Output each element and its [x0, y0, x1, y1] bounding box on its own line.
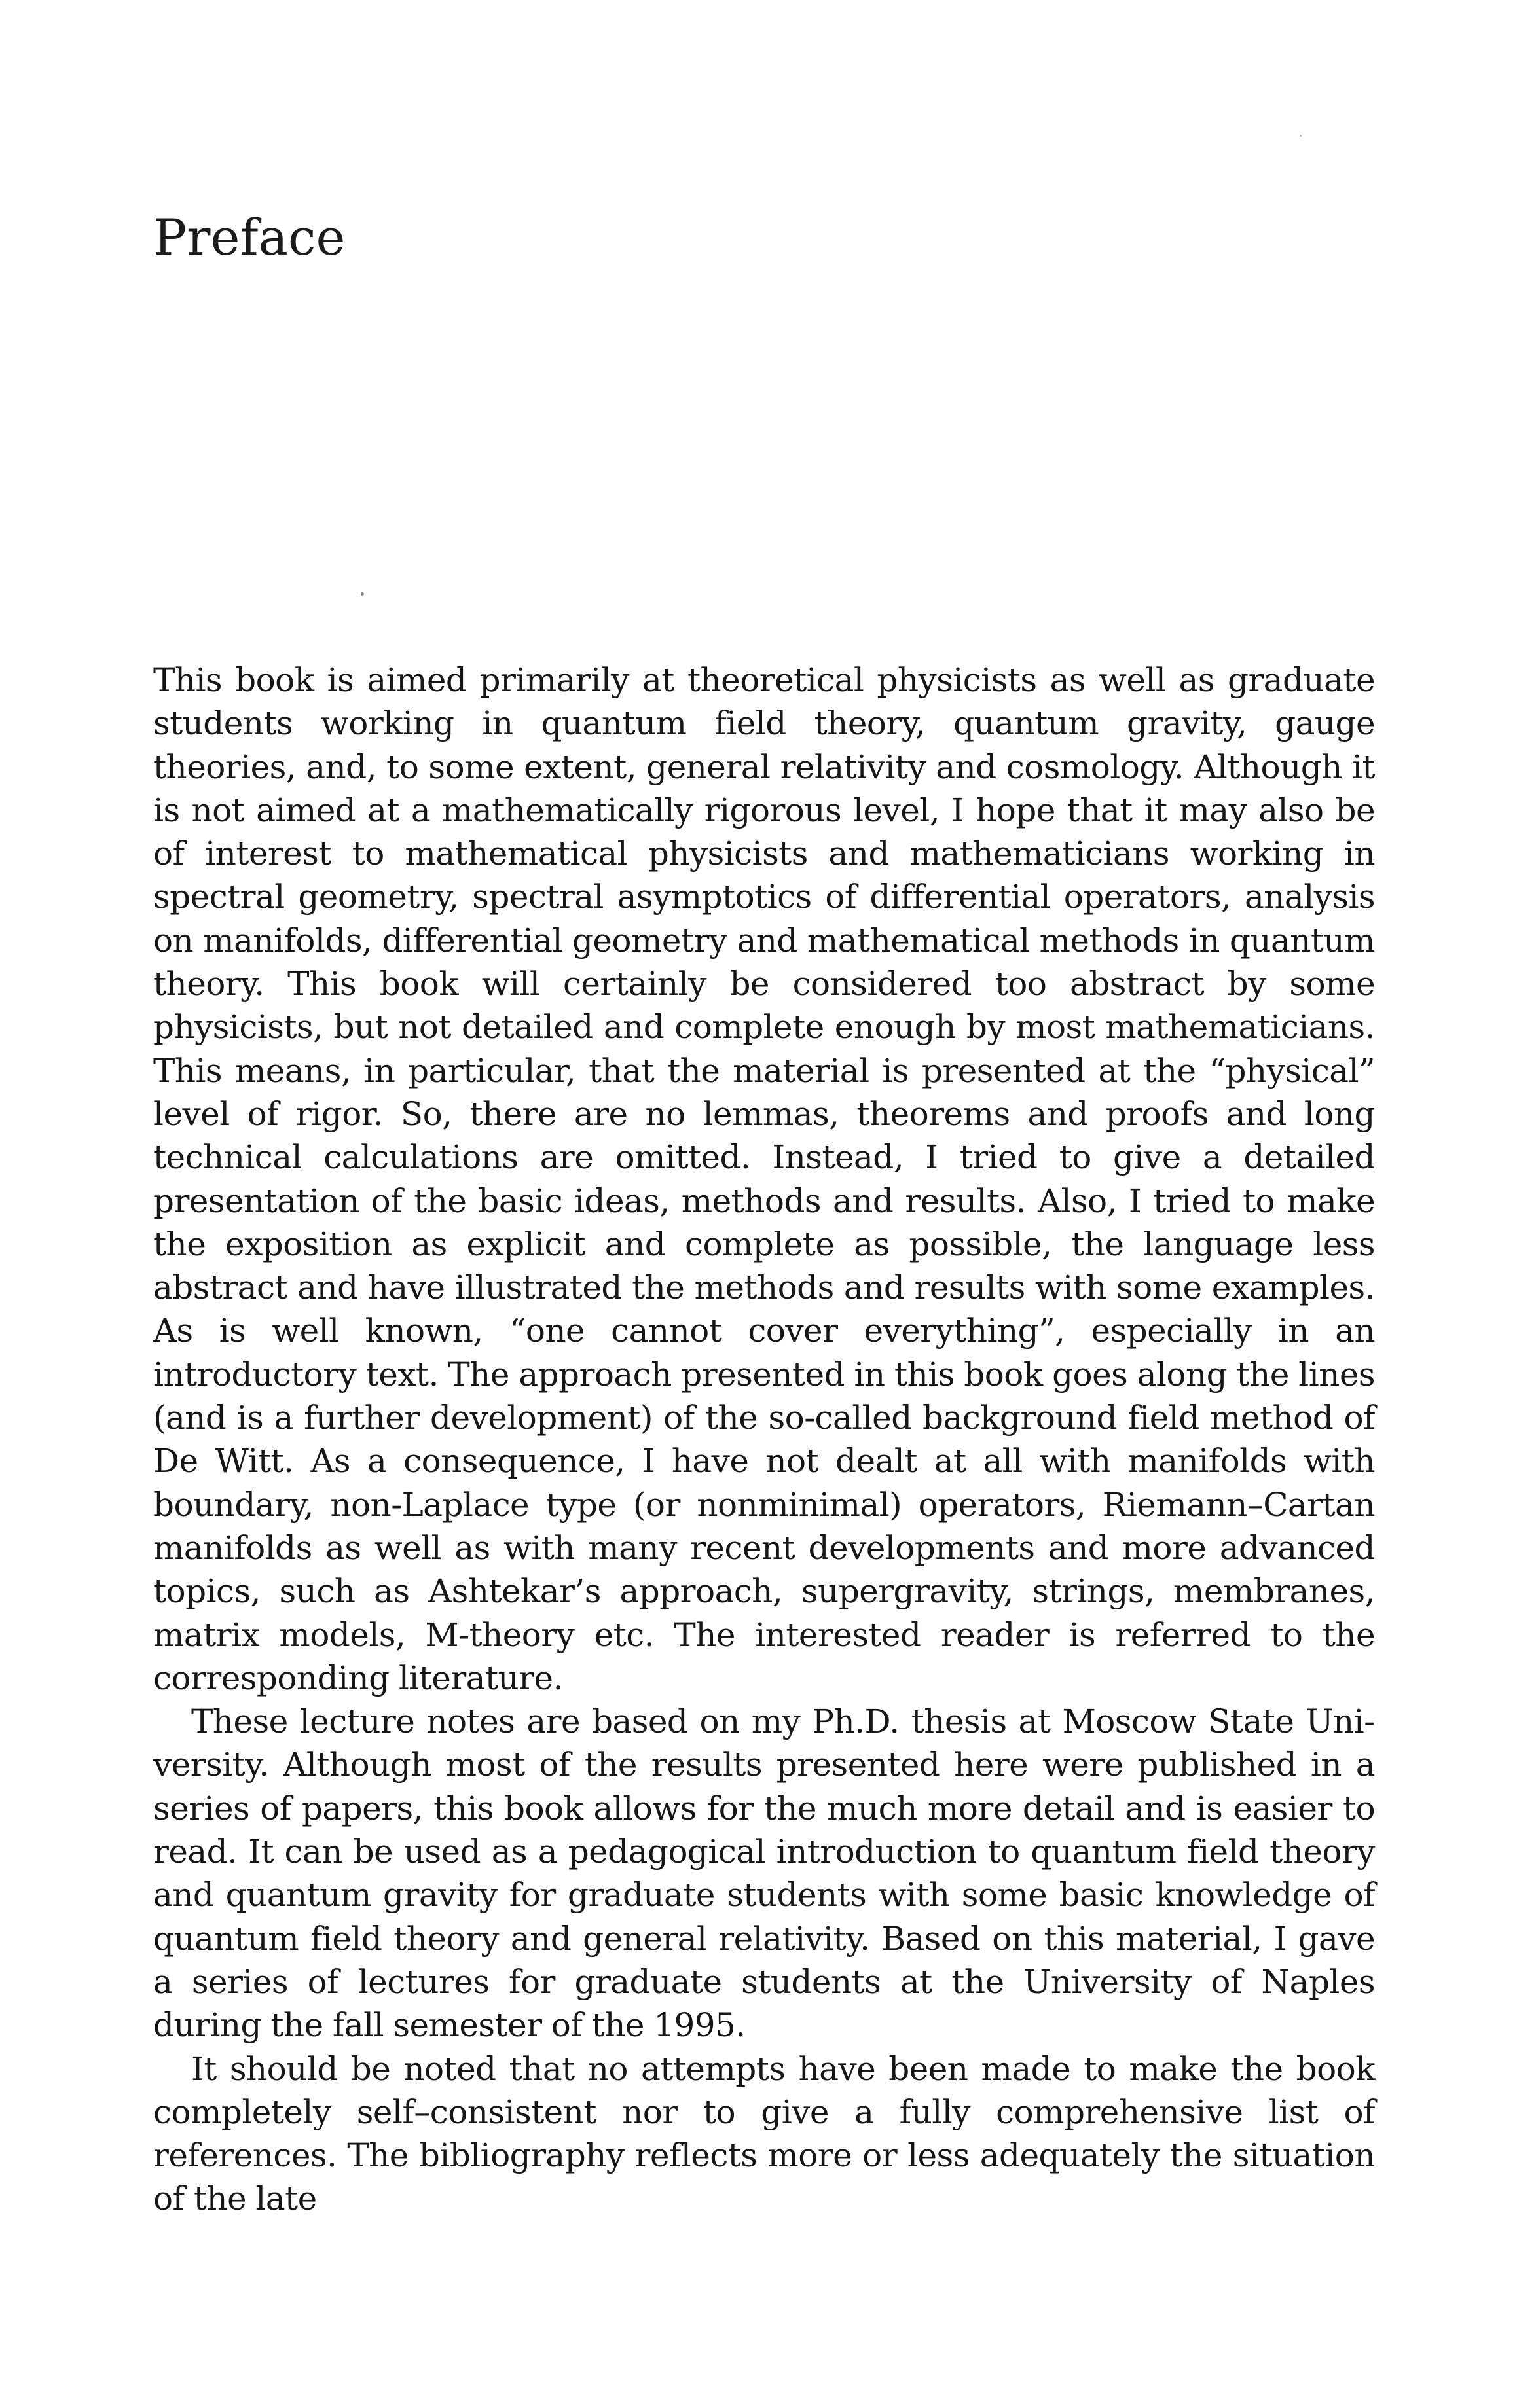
- scan-speck: [361, 592, 364, 596]
- scan-speck: [1300, 135, 1302, 137]
- paragraph-1: This book is aimed primarily at theoretical physicists as well as graduate students working in quantum field theory, quantum gravity, gauge theories, and, to some extent, general relativity and cosmology. Although it is not aimed at a mathematically rigorous level, I hope that it may also be of interest to mathematical physicists and mathematicians working in spectral geometry, spectral asymptotics of differential operators, analysis on manifolds, differential geometry and mathematical methods in quantum theory. This book will certainly be considered too abstract by some physicists, but not detailed and complete enough by most mathematicians. This means, in particular, that the material is presented at the “physical” level of rigor. So, there are no lemmas, theorems and proofs and long technical calculations are omitted. Instead, I tried to give a detailed presentation of the basic ideas, methods and results. Also, I tried to make the exposition as explicit and complete as possible, the language less abstract and have illustrated the methods and results with some examples. As is well known, “one cannot cover everything”, especially in an introductory text. The approach presented in this book goes along the lines (and is a further development) of the so-called background field method of De Witt. As a consequence, I have not dealt at all with manifolds with boundary, non-Laplace type (or nonminimal) operators, Riemann–Cartan manifolds as well as with many recent developments and more advanced topics, such as Ashtekar’s approach, supergravity, strings, membranes, matrix models, M-theory etc. The interested reader is referred to the corresponding literature.: [153, 661, 1375, 1697]
- preface-body: [153, 658, 1375, 2221]
- chapter-title: Preface: [153, 208, 346, 266]
- paragraph-3: It should be noted that no attempts have been made to make the book completely self–consistent nor to give a fully comprehensive list of references. The bibliography reflects more or less adequately the situation of the late: [153, 2049, 1375, 2218]
- paragraph-2: These lecture notes are based on my Ph.D. thesis at Moscow State University. Although most of the results presented here were published in a series of papers, this book allows for the much more detail and is easier to read. It can be used as a pedagogical introduction to quantum field theory and quantum gravity for graduate students with some basic knowledge of quantum field theory and general relativity. Based on this material, I gave a series of lectures for graduate students at the University of Naples during the fall semester of the 1995.: [153, 1702, 1375, 2045]
